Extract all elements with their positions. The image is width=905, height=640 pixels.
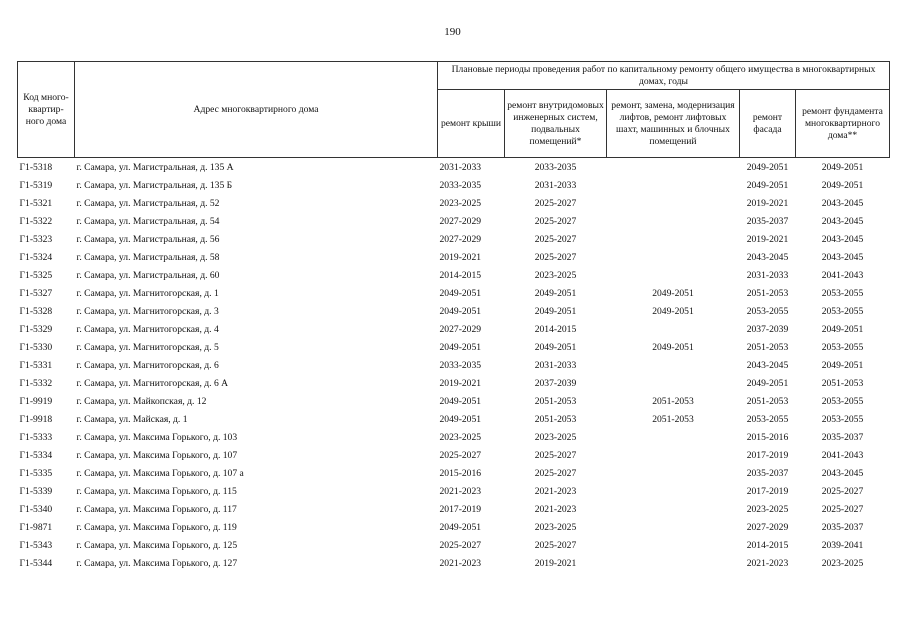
cell-facade: 2049-2051 — [746, 162, 789, 173]
cell-roof: 2023-2025 — [439, 432, 482, 443]
cell-elevators — [607, 519, 740, 537]
cell-code: Г1-9871 — [19, 522, 53, 533]
cell-elevators — [607, 555, 740, 573]
cell-systems: 2023-2025 — [534, 522, 577, 533]
cell-systems: 2033-2035 — [534, 162, 577, 173]
table-row — [18, 339, 890, 357]
cell-elevators: 2049-2051 — [652, 288, 694, 299]
cell-address: г. Самара, ул. Магнитогорская, д. 6 — [76, 360, 219, 371]
table-row — [18, 411, 890, 429]
cell-code: Г1-9918 — [19, 414, 53, 425]
cell-foundation: 2043-2045 — [821, 216, 864, 227]
cell-foundation: 2023-2025 — [821, 558, 864, 569]
cell-roof: 2019-2021 — [439, 252, 482, 263]
cell-elevators — [607, 267, 740, 285]
cell-roof: 2017-2019 — [439, 504, 482, 515]
cell-elevators — [607, 357, 740, 375]
cell-elevators — [607, 429, 740, 447]
cell-code: Г1-5333 — [19, 432, 53, 443]
cell-address: г. Самара, ул. Майская, д. 1 — [76, 414, 188, 425]
cell-address: г. Самара, ул. Максима Горького, д. 127 — [76, 558, 238, 569]
cell-roof: 2027-2029 — [439, 324, 482, 335]
cell-code: Г1-5325 — [19, 270, 53, 281]
cell-foundation: 2049-2051 — [821, 180, 864, 191]
table-row — [18, 537, 890, 555]
cell-roof: 2033-2035 — [439, 180, 482, 191]
header-elevators: ремонт, замена, модернизация лифтов, ремонт лифтовых шахт, машинных и блочных помещений — [607, 90, 740, 158]
table-row — [18, 195, 890, 213]
cell-systems: 2025-2027 — [534, 468, 577, 479]
cell-code: Г1-5343 — [19, 540, 53, 551]
cell-code: Г1-5318 — [19, 162, 53, 173]
cell-code: Г1-5340 — [19, 504, 53, 515]
cell-systems: 2037-2039 — [534, 378, 577, 389]
cell-roof: 2049-2051 — [439, 396, 482, 407]
cell-foundation: 2043-2045 — [821, 198, 864, 209]
cell-facade: 2019-2021 — [746, 198, 789, 209]
cell-systems: 2051-2053 — [534, 414, 577, 425]
cell-elevators — [607, 447, 740, 465]
cell-systems: 2025-2027 — [534, 198, 577, 209]
cell-roof: 2027-2029 — [439, 216, 482, 227]
cell-elevators: 2051-2053 — [652, 396, 694, 407]
repair-schedule-table — [17, 61, 890, 573]
cell-roof: 2023-2025 — [439, 198, 482, 209]
table-row — [18, 321, 890, 339]
cell-address: г. Самара, ул. Майкопская, д. 12 — [76, 396, 207, 407]
cell-foundation: 2053-2055 — [821, 396, 864, 407]
cell-roof: 2014-2015 — [439, 270, 482, 281]
header-code: Код много-квартир-ного дома — [18, 62, 75, 158]
cell-roof: 2049-2051 — [439, 288, 482, 299]
cell-address: г. Самара, ул. Максима Горького, д. 107 а — [76, 468, 244, 479]
cell-facade: 2035-2037 — [746, 468, 789, 479]
cell-facade: 2015-2016 — [746, 432, 789, 443]
cell-roof: 2049-2051 — [439, 522, 482, 533]
cell-code: Г1-5330 — [19, 342, 53, 353]
cell-address: г. Самара, ул. Магнитогорская, д. 5 — [76, 342, 219, 353]
cell-foundation: 2039-2041 — [821, 540, 864, 551]
table-row — [18, 357, 890, 375]
cell-elevators: 2049-2051 — [652, 342, 694, 353]
cell-address: г. Самара, ул. Магистральная, д. 52 — [76, 198, 220, 209]
cell-systems: 2025-2027 — [534, 252, 577, 263]
cell-roof: 2027-2029 — [439, 234, 482, 245]
cell-systems: 2021-2023 — [534, 486, 577, 497]
cell-address: г. Самара, ул. Магнитогорская, д. 3 — [76, 306, 219, 317]
cell-elevators — [607, 249, 740, 267]
cell-roof: 2025-2027 — [439, 540, 482, 551]
cell-systems: 2025-2027 — [534, 540, 577, 551]
cell-facade: 2021-2023 — [746, 558, 789, 569]
header-roof: ремонт крыши — [438, 90, 505, 158]
cell-foundation: 2049-2051 — [821, 162, 864, 173]
cell-code: Г1-9919 — [19, 396, 53, 407]
cell-address: г. Самара, ул. Магистральная, д. 54 — [76, 216, 220, 227]
table-header — [18, 62, 890, 158]
cell-systems: 2049-2051 — [534, 342, 577, 353]
cell-roof: 2019-2021 — [439, 378, 482, 389]
cell-facade: 2014-2015 — [746, 540, 789, 551]
cell-foundation: 2041-2043 — [821, 450, 864, 461]
cell-elevators — [607, 501, 740, 519]
cell-systems: 2049-2051 — [534, 306, 577, 317]
table-row — [18, 501, 890, 519]
table-row — [18, 231, 890, 249]
cell-address: г. Самара, ул. Магистральная, д. 135 Б — [76, 180, 233, 191]
cell-foundation: 2043-2045 — [821, 234, 864, 245]
cell-facade: 2051-2053 — [746, 288, 789, 299]
cell-systems: 2025-2027 — [534, 450, 577, 461]
cell-elevators — [607, 465, 740, 483]
cell-foundation: 2035-2037 — [821, 432, 864, 443]
cell-systems: 2025-2027 — [534, 234, 577, 245]
cell-code: Г1-5339 — [19, 486, 53, 497]
cell-foundation: 2053-2055 — [821, 414, 864, 425]
cell-systems: 2049-2051 — [534, 288, 577, 299]
cell-systems: 2019-2021 — [534, 558, 577, 569]
cell-address: г. Самара, ул. Максима Горького, д. 115 — [76, 486, 237, 497]
cell-address: г. Самара, ул. Магистральная, д. 60 — [76, 270, 220, 281]
table-row — [18, 447, 890, 465]
cell-code: Г1-5331 — [19, 360, 53, 371]
table-body — [18, 158, 890, 574]
cell-address: г. Самара, ул. Магистральная, д. 56 — [76, 234, 220, 245]
cell-foundation: 2035-2037 — [821, 522, 864, 533]
cell-facade: 2017-2019 — [746, 450, 789, 461]
cell-code: Г1-5321 — [19, 198, 53, 209]
cell-code: Г1-5329 — [19, 324, 53, 335]
cell-address: г. Самара, ул. Максима Горького, д. 117 — [76, 504, 237, 515]
table-row — [18, 483, 890, 501]
cell-facade: 2037-2039 — [746, 324, 789, 335]
cell-roof: 2021-2023 — [439, 558, 482, 569]
cell-facade: 2019-2021 — [746, 234, 789, 245]
cell-facade: 2049-2051 — [746, 378, 789, 389]
cell-facade: 2049-2051 — [746, 180, 789, 191]
cell-foundation: 2051-2053 — [821, 378, 864, 389]
cell-code: Г1-5328 — [19, 306, 53, 317]
cell-systems: 2023-2025 — [534, 432, 577, 443]
cell-facade: 2043-2045 — [746, 252, 789, 263]
table-row — [18, 285, 890, 303]
cell-foundation: 2053-2055 — [821, 342, 864, 353]
cell-elevators — [607, 177, 740, 195]
cell-foundation: 2049-2051 — [821, 324, 864, 335]
table-row — [18, 249, 890, 267]
cell-address: г. Самара, ул. Максима Горького, д. 125 — [76, 540, 238, 551]
cell-foundation: 2043-2045 — [821, 252, 864, 263]
cell-roof: 2031-2033 — [439, 162, 482, 173]
cell-facade: 2053-2055 — [746, 306, 789, 317]
header-periods: Плановые периоды проведения работ по капитальному ремонту общего имущества в многоквартирных домах, годы — [438, 62, 890, 90]
cell-elevators — [607, 158, 740, 178]
cell-roof: 2025-2027 — [439, 450, 482, 461]
cell-facade: 2043-2045 — [746, 360, 789, 371]
table-row — [18, 213, 890, 231]
table-row — [18, 158, 890, 178]
cell-elevators: 2051-2053 — [652, 414, 694, 425]
cell-address: г. Самара, ул. Магистральная, д. 58 — [76, 252, 220, 263]
header-address: Адрес многоквартирного дома — [75, 62, 438, 158]
cell-facade: 2051-2053 — [746, 396, 789, 407]
table-row — [18, 393, 890, 411]
cell-code: Г1-5332 — [19, 378, 53, 389]
cell-foundation: 2025-2027 — [821, 486, 864, 497]
cell-roof: 2049-2051 — [439, 342, 482, 353]
cell-systems: 2023-2025 — [534, 270, 577, 281]
cell-elevators — [607, 483, 740, 501]
cell-code: Г1-5324 — [19, 252, 53, 263]
cell-roof: 2021-2023 — [439, 486, 482, 497]
header-systems: ремонт внутридомовых инженерных систем, подвальных помещений* — [505, 90, 607, 158]
cell-foundation: 2053-2055 — [821, 288, 864, 299]
cell-systems: 2025-2027 — [534, 216, 577, 227]
cell-code: Г1-5334 — [19, 450, 53, 461]
table-row — [18, 429, 890, 447]
header-facade: ремонт фасада — [740, 90, 796, 158]
cell-facade: 2023-2025 — [746, 504, 789, 515]
cell-facade: 2035-2037 — [746, 216, 789, 227]
cell-elevators — [607, 537, 740, 555]
cell-roof: 2049-2051 — [439, 306, 482, 317]
cell-code: Г1-5344 — [19, 558, 53, 569]
cell-code: Г1-5335 — [19, 468, 53, 479]
cell-systems: 2021-2023 — [534, 504, 577, 515]
cell-code: Г1-5323 — [19, 234, 53, 245]
cell-roof: 2049-2051 — [439, 414, 482, 425]
table-row — [18, 465, 890, 483]
header-foundation: ремонт фундамента многоквартирного дома** — [796, 90, 890, 158]
cell-foundation: 2041-2043 — [821, 270, 864, 281]
cell-elevators — [607, 375, 740, 393]
cell-address: г. Самара, ул. Магистральная, д. 135 А — [76, 162, 234, 173]
cell-foundation: 2043-2045 — [821, 468, 864, 479]
page-number: 190 — [444, 26, 461, 38]
cell-systems: 2031-2033 — [534, 180, 577, 191]
cell-code: Г1-5327 — [19, 288, 53, 299]
table-row — [18, 177, 890, 195]
cell-roof: 2033-2035 — [439, 360, 482, 371]
cell-address: г. Самара, ул. Магнитогорская, д. 4 — [76, 324, 219, 335]
cell-systems: 2031-2033 — [534, 360, 577, 371]
cell-roof: 2015-2016 — [439, 468, 482, 479]
cell-elevators — [607, 213, 740, 231]
cell-code: Г1-5322 — [19, 216, 53, 227]
table-row — [18, 303, 890, 321]
cell-elevators — [607, 195, 740, 213]
table-row — [18, 555, 890, 573]
cell-elevators: 2049-2051 — [652, 306, 694, 317]
cell-elevators — [607, 321, 740, 339]
cell-facade: 2027-2029 — [746, 522, 789, 533]
cell-facade: 2031-2033 — [746, 270, 789, 281]
table-row — [18, 267, 890, 285]
cell-address: г. Самара, ул. Максима Горького, д. 107 — [76, 450, 238, 461]
cell-foundation: 2053-2055 — [821, 306, 864, 317]
cell-address: г. Самара, ул. Магнитогорская, д. 1 — [76, 288, 219, 299]
cell-systems: 2014-2015 — [534, 324, 577, 335]
table-row — [18, 519, 890, 537]
cell-facade: 2017-2019 — [746, 486, 789, 497]
cell-address: г. Самара, ул. Максима Горького, д. 119 — [76, 522, 237, 533]
cell-foundation: 2025-2027 — [821, 504, 864, 515]
cell-address: г. Самара, ул. Магнитогорская, д. 6 А — [76, 378, 229, 389]
cell-systems: 2051-2053 — [534, 396, 577, 407]
table-row — [18, 375, 890, 393]
cell-foundation: 2049-2051 — [821, 360, 864, 371]
cell-address: г. Самара, ул. Максима Горького, д. 103 — [76, 432, 238, 443]
cell-facade: 2051-2053 — [746, 342, 789, 353]
cell-facade: 2053-2055 — [746, 414, 789, 425]
cell-code: Г1-5319 — [19, 180, 53, 191]
cell-elevators — [607, 231, 740, 249]
